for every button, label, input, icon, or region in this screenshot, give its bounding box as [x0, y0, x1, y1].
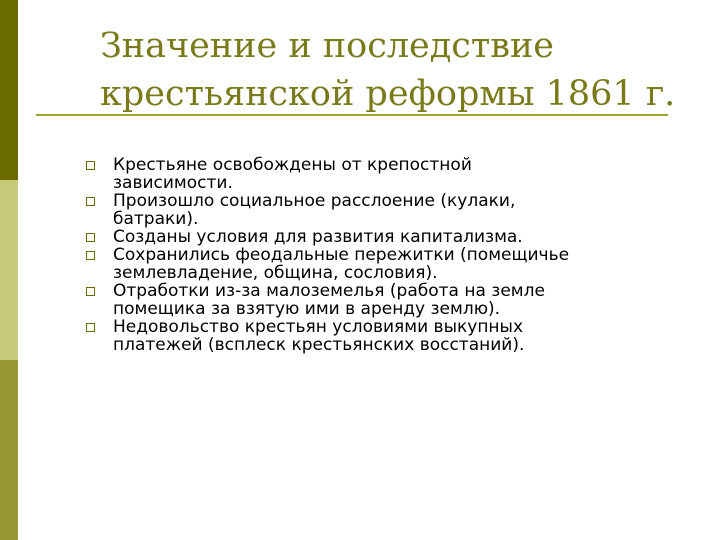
- list-item-line: Недовольство крестьян условиями выкупных: [113, 317, 524, 337]
- list-item-line: Крестьяне освобождены от крепостной: [113, 155, 472, 175]
- list-item-line: батраки).: [113, 209, 199, 229]
- hollow-square-bullet-icon: [86, 197, 95, 206]
- list-item: [84, 156, 684, 192]
- hollow-square-bullet-icon: [86, 233, 95, 242]
- side-bar-segment-dark: [0, 0, 18, 180]
- list-item: [84, 282, 684, 318]
- hollow-square-bullet-icon: [86, 251, 95, 260]
- list-item-line: зависимости.: [113, 173, 233, 193]
- list-item-line: Отработки из-за малоземелья (работа на земле: [113, 281, 545, 301]
- list-item-line: помещика за взятую ими в аренду землю).: [113, 299, 501, 319]
- hollow-square-bullet-icon: [86, 323, 95, 332]
- side-bar-segment-mid: [0, 360, 18, 540]
- title-line-2: крестьянской реформы 1861 г.: [100, 74, 676, 114]
- slide-title: [100, 22, 690, 118]
- side-bar-segment-light: [0, 180, 18, 360]
- list-item-line: Сохранились феодальные пережитки (помещичье: [113, 245, 570, 265]
- list-item: [84, 246, 684, 282]
- list-item-line: землевладение, община, сословия).: [113, 263, 438, 283]
- list-item-line: Произошло социальное расслоение (кулаки,: [113, 191, 516, 211]
- side-accent-bar: [0, 0, 18, 540]
- list-item: [84, 318, 684, 354]
- title-line-1: Значение и последствие: [100, 26, 555, 66]
- title-divider: [36, 114, 668, 116]
- bullet-list: [84, 156, 684, 354]
- list-item: [84, 228, 684, 246]
- list-item-line: Созданы условия для развития капитализма.: [113, 227, 523, 247]
- hollow-square-bullet-icon: [86, 161, 95, 170]
- list-item: [84, 192, 684, 228]
- hollow-square-bullet-icon: [86, 287, 95, 296]
- list-item-line: платежей (всплеск крестьянских восстаний).: [113, 335, 525, 355]
